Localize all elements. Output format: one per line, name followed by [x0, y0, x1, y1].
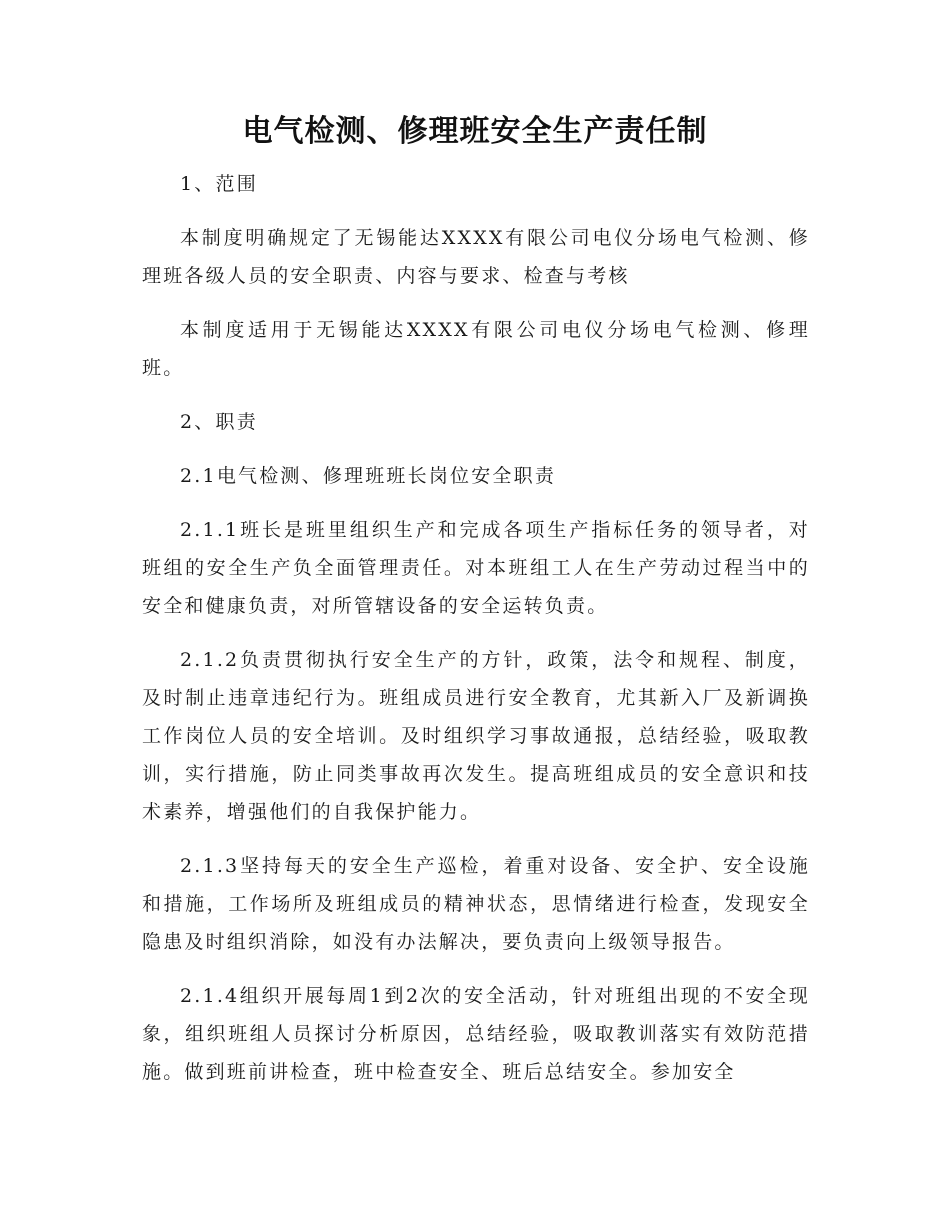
- paragraph-scope-definition: 本制度明确规定了无锡能达XXXX有限公司电仪分场电气检测、修理班各级人员的安全职责、内容与要求、检查与考核: [142, 227, 810, 287]
- section-heading-duties: 2、职责: [180, 411, 258, 433]
- section-heading-scope: 1、范围: [180, 173, 258, 195]
- document-title: 电气检测、修理班安全生产责任制: [242, 114, 708, 149]
- paragraph-2-1-1: 2.1.1班长是班里组织生产和完成各项生产指标任务的领导者，对班组的安全生产负全面管理责任。对本班组工人在生产劳动过程当中的安全和健康负责，对所管辖设备的安全运转负责。: [142, 519, 810, 617]
- document-body: [142, 165, 810, 1107]
- paragraph-2-1-3: 2.1.3坚持每天的安全生产巡检，着重对设备、安全护、安全设施和措施，工作场所及班组成员的精神状态，思情绪进行检查，发现安全隐患及时组织消除，如没有办法解决，要负责向上级领导报告。: [142, 855, 810, 953]
- paragraph-2-1-4: 2.1.4组织开展每周1到2次的安全活动，针对班组出现的不安全现象，组织班组人员探讨分析原因，总结经验，吸取教训落实有效防范措施。做到班前讲检查，班中检查安全、班后总结安全。参加安全: [142, 985, 810, 1083]
- subsection-heading-team-leader: 2.1电气检测、修理班班长岗位安全职责: [180, 465, 557, 487]
- paragraph-2-1-2: 2.1.2负责贯彻执行安全生产的方针，政策，法令和规程、制度，及时制止违章违纪行为。班组成员进行安全教育，尤其新入厂及新调换工作岗位人员的安全培训。及时组织学习事故通报，总结经验，吸取教训，实行措施，防止同类事故再次发生。提高班组成员的安全意识和技术素养，增强他们的自我保护能力。: [142, 649, 810, 823]
- paragraph-scope-applicability: 本制度适用于无锡能达XXXX有限公司电仪分场电气检测、修理班。: [142, 319, 810, 379]
